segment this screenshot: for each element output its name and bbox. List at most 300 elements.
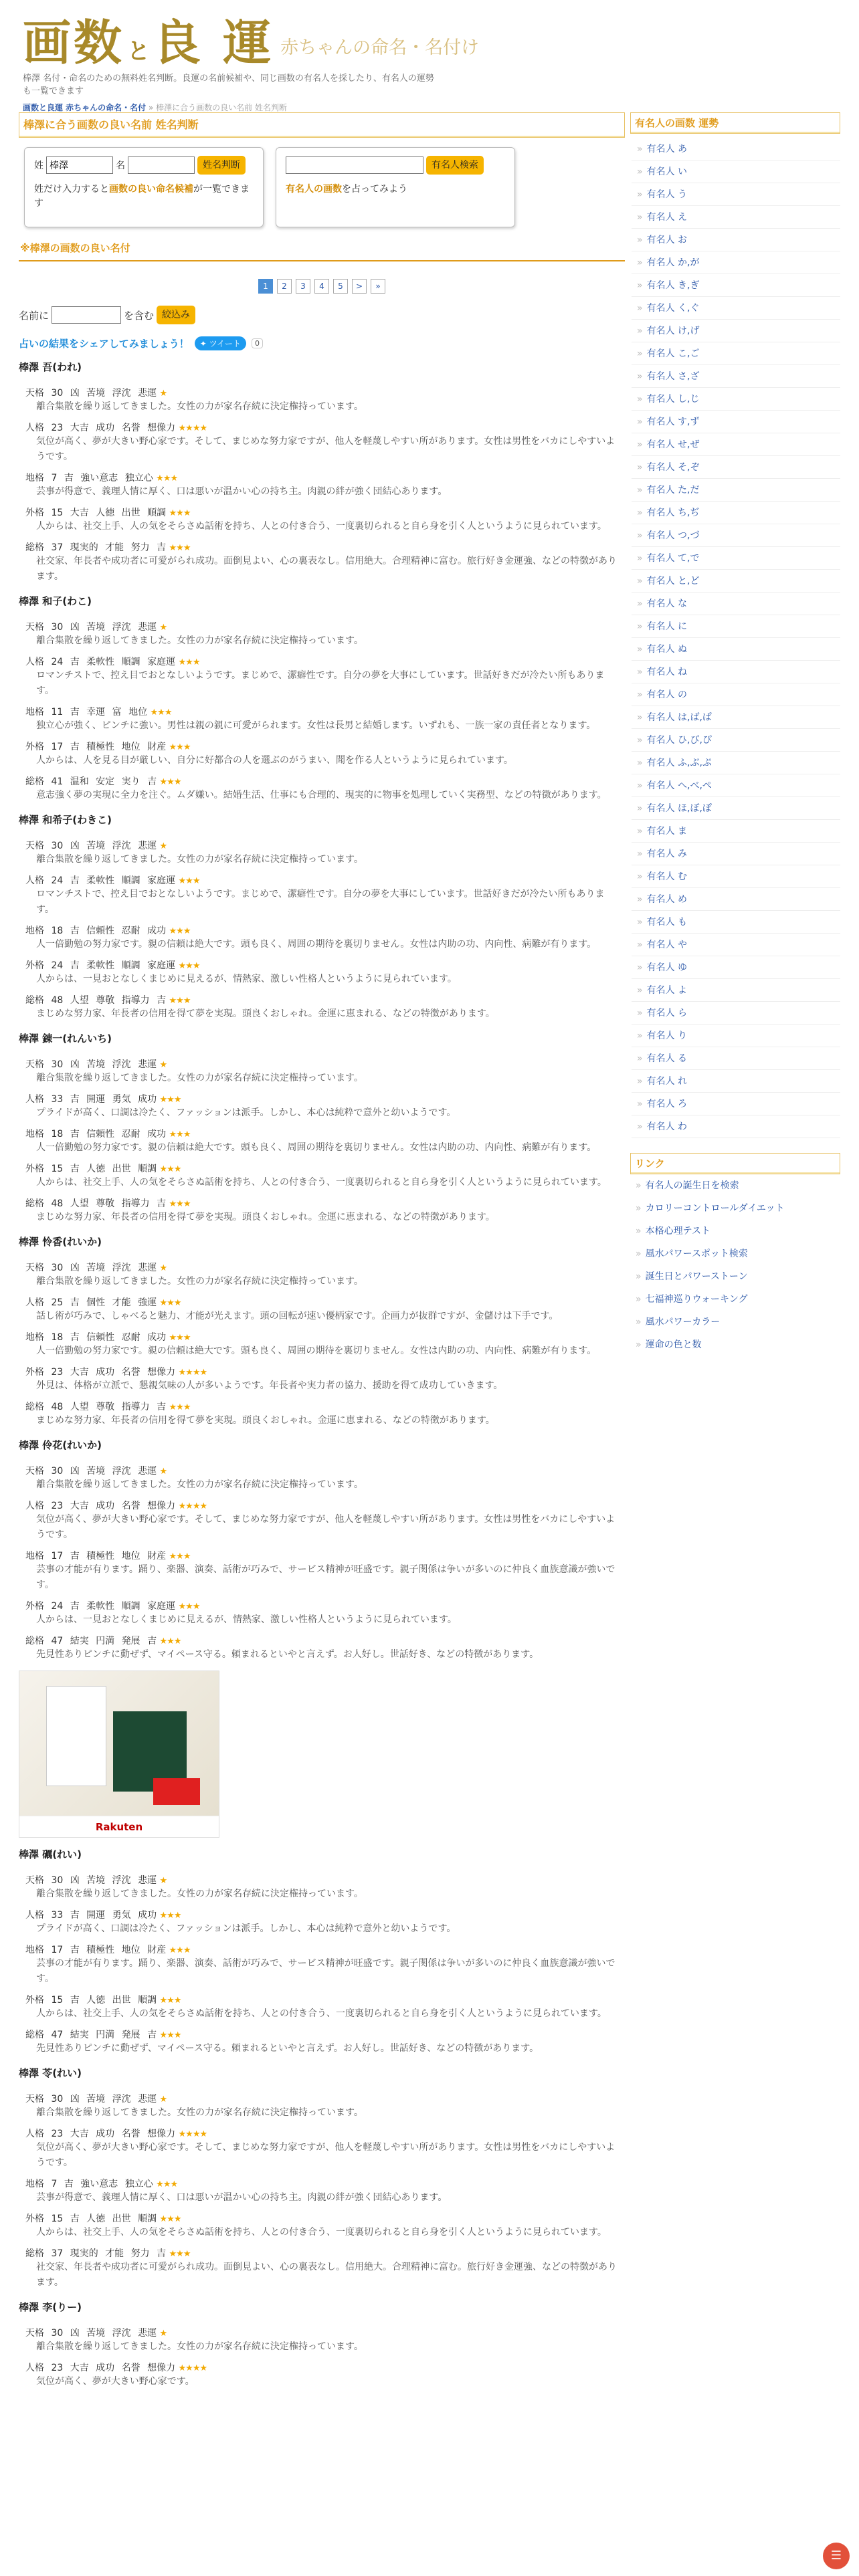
- share-row: [19, 336, 625, 350]
- kakusu-description: 芸事が得意で、義理人情に厚く、口は悪いが温かい心の持ち主。肉親の絆が強く団結心あります。: [36, 2192, 448, 2203]
- page-link-1[interactable]: 2: [277, 279, 292, 294]
- kakusu-head: [25, 1873, 625, 1887]
- kakusu-title: 地格 18 吉 信頼性 忍耐 成功: [25, 1332, 167, 1343]
- kakusu-row: [25, 1092, 625, 1121]
- sidebar-celebrity-link[interactable]: » 有名人 め: [632, 888, 840, 911]
- sidebar-celebrity-link[interactable]: » 有名人 む: [632, 865, 840, 888]
- note2-bold: 有名人の画数: [286, 184, 342, 195]
- kakusu-list: [19, 1057, 625, 1225]
- rating-stars: ★★★: [159, 1095, 181, 1105]
- kakusu-description: 気位が高く、夢が大きい野心家です。そして、まじめな努力家ですが、他人を軽蔑しやすい所があります。女性は男性をバカにしやすいようです。: [36, 436, 615, 462]
- kakusu-head: [25, 1261, 625, 1274]
- rating-stars: ★: [159, 1876, 167, 1886]
- kakusu-row: [25, 1599, 625, 1628]
- sidebar-external-link[interactable]: » 風水パワースポット検索: [630, 1243, 840, 1265]
- kakusu-head: [25, 421, 625, 434]
- sei-label: 姓: [34, 160, 43, 171]
- kakusu-title: 地格 11 吉 幸運 富 地位: [25, 707, 148, 718]
- filter-button[interactable]: 絞込み: [157, 306, 195, 324]
- kakusu-list: [19, 1261, 625, 1428]
- kakusu-list: [19, 386, 625, 584]
- kakusu-title: 総格 48 人望 尊敬 指導力 吉: [25, 1402, 167, 1412]
- ad-logo: Rakuten: [19, 1816, 219, 1837]
- name-entry: [19, 1438, 625, 1662]
- rating-stars: ★: [159, 1467, 167, 1477]
- rating-stars: ★★★: [178, 657, 200, 667]
- tweet-label: ツイート: [209, 339, 241, 348]
- rating-stars: ★★★: [169, 1945, 191, 1955]
- rating-stars: ★★★★: [178, 2129, 207, 2139]
- sidebar-celebrity-link[interactable]: » 有名人 へ,べ,ぺ: [632, 774, 840, 797]
- menu-fab-button[interactable]: ☰: [823, 2543, 850, 2569]
- seimei-handan-button[interactable]: 姓名判断: [197, 156, 246, 175]
- kakusu-title: 総格 37 現実的 才能 努力 吉: [25, 2248, 167, 2259]
- kakusu-description: 意志強く夢の実現に全力を注ぐ。ムダ嫌い。結婚生活、仕事にも合理的、現実的に物事を処理していく実務型、などの特徴があります。: [36, 790, 607, 800]
- kakusu-row: [25, 655, 625, 699]
- kakusu-description: 離合集散を繰り返してきました。女性の力が家名存続に決定権持っています。: [36, 2341, 363, 2352]
- kakusu-row: [25, 1943, 625, 1987]
- sidebar-celebrity-link[interactable]: » 有名人 く,ぐ: [632, 297, 840, 320]
- page-link-3[interactable]: 4: [314, 279, 329, 294]
- sidebar-celebrity-link[interactable]: » 有名人 そ,ぞ: [632, 456, 840, 479]
- kakusu-head: [25, 386, 625, 399]
- kakusu-title: 外格 23 大吉 成功 名誉 想像力: [25, 1367, 176, 1378]
- pagination: [19, 279, 625, 294]
- kakusu-description: 芸事が得意で、義理人情に厚く、口は悪いが温かい心の持ち主。肉親の絆が強く団結心あります。: [36, 486, 448, 497]
- kakusu-head: [25, 1127, 625, 1140]
- kakusu-title: 天格 30 凶 苦境 浮沈 悲運: [25, 841, 157, 851]
- sidebar-celebrity-link[interactable]: » 有名人 す,ず: [632, 411, 840, 433]
- kakusu-title: 総格 48 人望 尊敬 指導力 吉: [25, 995, 167, 1006]
- kakusu-head: [25, 471, 625, 484]
- kakusu-title: 天格 30 凶 苦境 浮沈 悲運: [25, 622, 157, 633]
- kakusu-row: [25, 1908, 625, 1937]
- sidebar-celebrity-link[interactable]: » 有名人 さ,ざ: [632, 365, 840, 388]
- sidebar-celebrity-link[interactable]: » 有名人 き,ぎ: [632, 274, 840, 297]
- kakusu-title: 人格 25 吉 個性 才能 強運: [25, 1297, 157, 1308]
- filter-post-label: を含む: [124, 309, 155, 322]
- name-entry: [19, 1235, 625, 1428]
- name-entry: [19, 1847, 625, 2056]
- entry-name[interactable]: 棒澤 怜香(れいか): [19, 1236, 102, 1248]
- kakusu-title: 総格 37 現実的 才能 努力 吉: [25, 542, 167, 553]
- kakusu-head: [25, 2326, 625, 2339]
- sidebar-celebrity-link[interactable]: » 有名人 け,げ: [632, 320, 840, 342]
- kakusu-description: 芸事の才能が有ります。踊り、楽器、演奏、話術が巧みで、サービス精神が旺盛です。親子関係は争いが多いのに仲良く血族意識が強いです。: [36, 1564, 615, 1590]
- kakusu-row: [25, 386, 625, 415]
- kakusu-head: [25, 924, 625, 937]
- sidebar-celebrity-link[interactable]: » 有名人 せ,ぜ: [632, 433, 840, 456]
- rating-stars: ★★★: [169, 1130, 191, 1140]
- kakusu-row: [25, 1057, 625, 1086]
- sidebar-celebrity-link[interactable]: » 有名人 ろ: [632, 1093, 840, 1115]
- kakusu-description: 社交家、年長者や成功者に可愛がられ成功。面倒見よい、心の裏表なし。信用絶大。合理精神に富む。旅行好き金運強、などの特徴があります。: [36, 556, 617, 582]
- sidebar-external-link[interactable]: » 本格心理テスト: [630, 1220, 840, 1243]
- sidebar-external-link[interactable]: » 運命の色と数: [630, 1333, 840, 1356]
- name-entry: [19, 594, 625, 803]
- kakusu-row: [25, 1196, 625, 1225]
- kakusu-row: [25, 2028, 625, 2056]
- kakusu-head: [25, 958, 625, 972]
- celebrity-search-button[interactable]: 有名人検索: [426, 156, 484, 175]
- bird-icon: ✦: [199, 339, 209, 348]
- kakusu-description: 外見は、体格が立派で、懇親気味の人が多いようです。年長者や実力者の協力、援助を得て成功していきます。: [36, 1380, 503, 1391]
- kakusu-description: 離合集散を繰り返してきました。女性の力が家名存続に決定権持っています。: [36, 1889, 363, 1899]
- kakusu-description: 人からは、人を見る目が厳しい、自分に好都合の人を選ぶのがうまい、聞を作る人というように見られています。: [36, 755, 513, 766]
- kakusu-title: 天格 30 凶 苦境 浮沈 悲運: [25, 1059, 157, 1070]
- note-pre: 姓だけ入力すると: [34, 184, 109, 195]
- celebrity-input[interactable]: [286, 156, 423, 174]
- kakusu-description: 人からは、一見おとなしくまじめに見えるが、情熱家、激しい性格人というように見られています。: [36, 1614, 457, 1625]
- kakusu-description: 話し術が巧みで、しゃべると魅力、才能が光えます。頭の回転が速い優柄家です。企画力が抜群ですが、金儲けは下手です。: [36, 1311, 559, 1321]
- rating-stars: ★★★: [169, 508, 191, 518]
- sidebar-title: 有名人の画数 運勢: [630, 112, 840, 134]
- entry-name[interactable]: 棒澤 礪(れい): [19, 1848, 82, 1860]
- kakusu-description: 離合集散を繰り返してきました。女性の力が家名存続に決定権持っています。: [36, 401, 363, 412]
- rating-stars: ★★★: [169, 1333, 191, 1343]
- kakusu-head: [25, 2092, 625, 2105]
- kakusu-title: 人格 33 吉 開運 勇気 成功: [25, 1910, 157, 1921]
- kakusu-description: 芸事の才能が有ります。踊り、楽器、演奏、話術が巧みで、サービス精神が旺盛です。親子関係は争いが多いのに仲良く血族意識が強いです。: [36, 1958, 615, 1984]
- rating-stars: ★: [159, 2095, 167, 2105]
- kakusu-description: 人一倍勤勉の努力家です。親の信頼は絶大です。頭も良く、周囲の期待を裏切りません。女性は内助の功、内向性、病難が有ります。: [36, 1346, 597, 1356]
- kakusu-head: [25, 1400, 625, 1413]
- rating-stars: ★★★: [159, 1996, 181, 2006]
- sidebar-celebrity-link[interactable]: » 有名人 み: [632, 843, 840, 865]
- kakusu-description: 離合集散を繰り返してきました。女性の力が家名存続に決定権持っています。: [36, 1073, 363, 1083]
- kakusu-title: 人格 33 吉 開運 勇気 成功: [25, 1094, 157, 1105]
- kakusu-description: まじめな努力家、年長者の信用を得て夢を実現。頭良くおしゃれ。金運に恵まれる、などの特徴があります。: [36, 1415, 495, 1426]
- sidebar-celebrity-link[interactable]: » 有名人 て,で: [632, 547, 840, 570]
- kakusu-row: [25, 1549, 625, 1593]
- rakuten-ad[interactable]: [19, 1671, 219, 1838]
- kakusu-row: [25, 958, 625, 987]
- kakusu-head: [25, 1634, 625, 1647]
- sidebar-external-link[interactable]: » 有名人の誕生日を検索: [630, 1174, 840, 1197]
- mei-label: 名: [116, 160, 125, 171]
- kakusu-head: [25, 1365, 625, 1378]
- kakusu-title: 天格 30 凶 苦境 浮沈 悲運: [25, 1263, 157, 1273]
- kakusu-row: [25, 705, 625, 734]
- rating-stars: ★★★: [159, 1636, 181, 1646]
- sidebar-celebrity-link[interactable]: » 有名人 り: [632, 1025, 840, 1047]
- kakusu-row: [25, 540, 625, 584]
- sidebar-celebrity-link[interactable]: » 有名人 か,が: [632, 251, 840, 274]
- kakusu-list: [19, 839, 625, 1022]
- kakusu-description: プライドが高く、口調は冷たく、ファッションは派手。しかし、本心は純粋で意外と幼いようです。: [36, 1923, 456, 1934]
- kakusu-row: [25, 2127, 625, 2171]
- sidebar-celebrity-link[interactable]: » 有名人 の: [632, 683, 840, 706]
- rating-stars: ★★★: [178, 1602, 200, 1612]
- sidebar-celebrity-link[interactable]: » 有名人 る: [632, 1047, 840, 1070]
- kakusu-description: 離合集散を繰り返してきました。女性の力が家名存続に決定権持っています。: [36, 2107, 363, 2118]
- entry-name[interactable]: 棒澤 伶花(れいか): [19, 1439, 102, 1451]
- kakusu-head: [25, 1908, 625, 1921]
- note-post: が一覧できます: [34, 184, 250, 209]
- name-entry: [19, 360, 625, 584]
- kakusu-head: [25, 1057, 625, 1071]
- rating-stars: ★★★: [169, 2249, 191, 2259]
- kakusu-head: [25, 2127, 625, 2140]
- kakusu-row: [25, 1464, 625, 1493]
- kakusu-head: [25, 705, 625, 718]
- ad-product-box: [46, 1686, 106, 1786]
- kakusu-description: 人からは、社交上手、人の気をそらさぬ話術を持ち、人との付き合う、一度裏切られると自ら身を引く人というように見られています。: [36, 1177, 607, 1188]
- kakusu-row: [25, 2326, 625, 2355]
- sidebar-celebrity-link[interactable]: » 有名人 お: [632, 229, 840, 251]
- kakusu-title: 総格 47 結実 円満 発展 吉: [25, 2030, 157, 2040]
- seimei-form: [24, 147, 264, 227]
- kakusu-description: 人一倍勤勉の努力家です。親の信頼は絶大です。頭も良く、周囲の期待を裏切りません。女性は内助の功、内向性、病難が有ります。: [36, 1142, 597, 1153]
- celebrity-index: [630, 138, 840, 1138]
- kakusu-description: 先見性ありピンチに動ぜず、マイペース守る。頼まれるといやと言えず。お人好し。世話好き、などの特徴があります。: [36, 2043, 539, 2054]
- sidebar-celebrity-link[interactable]: » 有名人 よ: [632, 979, 840, 1002]
- kakusu-row: [25, 1400, 625, 1428]
- kakusu-description: 人からは、社交上手、人の気をそらさぬ話術を持ち、人との付き合う、一度裏切られると自ら身を引く人というように見られています。: [36, 2008, 607, 2019]
- kakusu-description: 先見性ありピンチに動ぜず、マイペース守る。頼まれるといやと言えず。お人好し。世話好き、などの特徴があります。: [36, 1649, 539, 1660]
- kakusu-description: 離合集散を繰り返してきました。女性の力が家名存続に決定権持っています。: [36, 1479, 363, 1490]
- rating-stars: ★★★: [159, 1298, 181, 1308]
- name-list: [19, 360, 625, 2389]
- rating-stars: ★★★: [169, 1551, 191, 1562]
- rating-stars: ★: [159, 1060, 167, 1070]
- rating-stars: ★★★: [159, 777, 181, 787]
- kakusu-row: [25, 620, 625, 649]
- rating-stars: ★★★: [159, 2030, 181, 2040]
- rating-stars: ★★★: [169, 996, 191, 1006]
- rating-stars: ★★★: [159, 2214, 181, 2224]
- kakusu-row: [25, 506, 625, 534]
- kakusu-list: [19, 2326, 625, 2389]
- entry-name[interactable]: 棒澤 苓(れい): [19, 2067, 82, 2079]
- kakusu-head: [25, 506, 625, 519]
- rating-stars: ★: [159, 623, 167, 633]
- rating-stars: ★★★: [178, 876, 200, 886]
- kakusu-row: [25, 1127, 625, 1156]
- kakusu-description: 人からは、一見おとなしくまじめに見えるが、情熱家、激しい性格人というように見られています。: [36, 974, 457, 984]
- sidebar-celebrity-link[interactable]: » 有名人 つ,づ: [632, 524, 840, 547]
- sidebar-celebrity-link[interactable]: » 有名人 ち,ぢ: [632, 502, 840, 524]
- sidebar-celebrity-link[interactable]: » 有名人 た,だ: [632, 479, 840, 502]
- sidebar-external-link[interactable]: » 風水パワーカラー: [630, 1311, 840, 1333]
- kakusu-title: 人格 23 大吉 成功 名誉 想像力: [25, 2363, 176, 2373]
- kakusu-description: 離合集散を繰り返してきました。女性の力が家名存続に決定権持っています。: [36, 635, 363, 646]
- kakusu-title: 地格 18 吉 信頼性 忍耐 成功: [25, 926, 167, 936]
- breadcrumb-home-link[interactable]: 画数と良運 赤ちゃんの命名・名付: [23, 103, 147, 112]
- kakusu-description: 社交家、年長者や成功者に可愛がられ成功。面倒見よい、心の裏表なし。信用絶大。合理精神に富む。旅行好き金運強、などの特徴があります。: [36, 2262, 617, 2288]
- sidebar-celebrity-link[interactable]: » 有名人 し,じ: [632, 388, 840, 411]
- sidebar-celebrity-link[interactable]: » 有名人 ふ,ぶ,ぷ: [632, 752, 840, 774]
- kakusu-title: 人格 24 吉 柔軟性 順調 家庭運: [25, 875, 176, 886]
- filter-pre-label: 名前に: [19, 309, 50, 322]
- tweet-count: 0: [252, 338, 263, 348]
- kakusu-row: [25, 1365, 625, 1394]
- celebrity-note: [286, 183, 505, 197]
- sidebar-celebrity-link[interactable]: » 有名人 ゆ: [632, 956, 840, 979]
- kakusu-row: [25, 1993, 625, 2022]
- mei-input[interactable]: [128, 156, 195, 174]
- page-link-6[interactable]: »: [371, 279, 385, 294]
- breadcrumb-current: 棒澤に合う画数の良い名前 姓名判断: [156, 103, 287, 112]
- sidebar-celebrity-link[interactable]: » 有名人 う: [632, 183, 840, 206]
- kakusu-description: 気位が高く、夢が大きい野心家です。そして、まじめな努力家ですが、他人を軽蔑しやすい所があります。女性は男性をバカにしやすいようです。: [36, 1514, 615, 1540]
- kakusu-head: [25, 655, 625, 668]
- kakusu-head: [25, 993, 625, 1006]
- kakusu-head: [25, 1499, 625, 1512]
- kakusu-description: 離合集散を繰り返してきました。女性の力が家名存続に決定権持っています。: [36, 1276, 363, 1287]
- links-list: [630, 1174, 840, 1356]
- kakusu-description: 人からは、社交上手、人の気をそらさぬ話術を持ち、人との付き合う、一度裏切られると自ら身を引く人というように見られています。: [36, 521, 607, 532]
- tweet-button[interactable]: [195, 336, 246, 350]
- kakusu-row: [25, 924, 625, 952]
- rating-stars: ★: [159, 2329, 167, 2339]
- rating-stars: ★★★★: [178, 1501, 207, 1511]
- site-logo[interactable]: [23, 4, 840, 71]
- kakusu-head: [25, 1464, 625, 1477]
- rating-stars: ★★★: [169, 1402, 191, 1412]
- section-title: ※棒澤の画数の良い名付: [20, 242, 130, 254]
- header: [19, 4, 840, 110]
- kakusu-title: 人格 23 大吉 成功 名誉 想像力: [25, 1501, 176, 1511]
- kakusu-head: [25, 1330, 625, 1344]
- sidebar-celebrity-link[interactable]: » 有名人 え: [632, 206, 840, 229]
- sidebar-celebrity-link[interactable]: » 有名人 も: [632, 911, 840, 934]
- rating-stars: ★★★: [169, 926, 191, 936]
- page-link-5[interactable]: >: [352, 279, 367, 294]
- kakusu-row: [25, 1873, 625, 1902]
- entry-name[interactable]: 棒澤 李(りー): [19, 2301, 82, 2313]
- sidebar-external-link[interactable]: » カロリーコントロールダイエット: [630, 1197, 840, 1220]
- celebrity-form: [276, 147, 515, 227]
- sidebar-celebrity-link[interactable]: » 有名人 ね: [632, 661, 840, 683]
- kakusu-head: [25, 2246, 625, 2260]
- kakusu-title: 地格 7 吉 強い意志 独立心: [25, 2179, 153, 2189]
- kakusu-list: [19, 1464, 625, 1662]
- links-title: リンク: [630, 1153, 840, 1174]
- kakusu-title: 総格 41 温和 安定 実り 吉: [25, 776, 157, 787]
- kakusu-description: まじめな努力家、年長者の信用を得て夢を実現。頭良くおしゃれ。金運に恵まれる、などの特徴があります。: [36, 1212, 495, 1222]
- entry-name[interactable]: 棒澤 吾(われ): [19, 361, 82, 373]
- sidebar-celebrity-link[interactable]: » 有名人 ら: [632, 1002, 840, 1025]
- entry-name[interactable]: 棒澤 錬一(れんいち): [19, 1033, 112, 1045]
- logo-text-to: と: [127, 38, 151, 65]
- entry-name[interactable]: 棒澤 和子(わこ): [19, 595, 92, 607]
- breadcrumb-separator: »: [146, 103, 157, 112]
- kakusu-row: [25, 1634, 625, 1662]
- kakusu-title: 天格 30 凶 苦境 浮沈 悲運: [25, 1466, 157, 1477]
- kakusu-row: [25, 2092, 625, 2121]
- page-link-2[interactable]: 3: [296, 279, 310, 294]
- sidebar-celebrity-link[interactable]: » 有名人 こ,ご: [632, 342, 840, 365]
- filter-input[interactable]: [52, 306, 121, 324]
- rating-stars: ★★★: [150, 708, 172, 718]
- sidebar-celebrity-link[interactable]: » 有名人 ひ,び,ぴ: [632, 729, 840, 752]
- name-entry: [19, 813, 625, 1022]
- kakusu-row: [25, 2177, 625, 2206]
- ad-price-badge: [153, 1778, 200, 1805]
- kakusu-row: [25, 421, 625, 465]
- kakusu-row: [25, 1162, 625, 1190]
- kakusu-description: 気位が高く、夢が大きい野心家です。そして、まじめな努力家ですが、他人を軽蔑しやすい所があります。女性は男性をバカにしやすいようです。: [36, 2142, 615, 2168]
- kakusu-head: [25, 740, 625, 753]
- kakusu-row: [25, 873, 625, 918]
- rating-stars: ★: [159, 841, 167, 851]
- kakusu-list: [19, 1873, 625, 2056]
- kakusu-description: 人一倍勤勉の努力家です。親の信頼は絶大です。頭も良く、周囲の期待を裏切りません。女性は内助の功、内向性、病難が有ります。: [36, 939, 597, 950]
- page-link-4[interactable]: 5: [333, 279, 348, 294]
- sei-input[interactable]: [46, 156, 113, 174]
- page-title: 棒澤に合う画数の良い名前 姓名判断: [19, 112, 625, 138]
- kakusu-head: [25, 620, 625, 633]
- kakusu-description: 独立心が強く、ピンチに強い。男性は親の親に可愛がられます。女性は長男と結婚します。いずれも、一族一家の責任者となります。: [36, 720, 596, 731]
- logo-text-a: 画数: [23, 14, 125, 71]
- kakusu-head: [25, 2361, 625, 2374]
- logo-text-b: 良 運: [153, 14, 274, 71]
- kakusu-description: ロマンチストで、控え目でおとなしいようです。まじめで、潔癖性です。自分の夢を大事にしています。世話好きだが冷たい所もあります。: [36, 889, 605, 915]
- sidebar-celebrity-link[interactable]: » 有名人 い: [632, 160, 840, 183]
- sidebar-celebrity-link[interactable]: » 有名人 わ: [632, 1115, 840, 1138]
- entry-name[interactable]: 棒澤 和希子(わきこ): [19, 814, 112, 826]
- kakusu-title: 外格 24 吉 柔軟性 順調 家庭運: [25, 1601, 176, 1612]
- sidebar-celebrity-link[interactable]: » 有名人 ほ,ぼ,ぽ: [632, 797, 840, 820]
- kakusu-title: 総格 47 結実 円満 発展 吉: [25, 1636, 157, 1646]
- sidebar-celebrity-link[interactable]: » 有名人 ま: [632, 820, 840, 843]
- sidebar-celebrity-link[interactable]: » 有名人 と,ど: [632, 570, 840, 593]
- rating-stars: ★★★★: [178, 423, 207, 433]
- sidebar-celebrity-link[interactable]: » 有名人 は,ば,ぱ: [632, 706, 840, 729]
- rating-stars: ★★★: [169, 742, 191, 752]
- kakusu-row: [25, 740, 625, 768]
- kakusu-head: [25, 1549, 625, 1562]
- kakusu-row: [25, 774, 625, 803]
- kakusu-head: [25, 1092, 625, 1105]
- sidebar-celebrity-link[interactable]: » 有名人 な: [632, 593, 840, 615]
- kakusu-head: [25, 774, 625, 788]
- sidebar-celebrity-link[interactable]: » 有名人 あ: [632, 138, 840, 160]
- rating-stars: ★★★: [169, 1199, 191, 1209]
- kakusu-head: [25, 2212, 625, 2225]
- kakusu-head: [25, 2028, 625, 2041]
- kakusu-title: 地格 17 吉 積極性 地位 財産: [25, 1945, 167, 1955]
- rating-stars: ★★★: [159, 1911, 181, 1921]
- kakusu-row: [25, 2212, 625, 2240]
- sidebar-celebrity-link[interactable]: » 有名人 に: [632, 615, 840, 638]
- kakusu-row: [25, 993, 625, 1022]
- kakusu-description: 気位が高く、夢が大きい野心家です。: [36, 2376, 195, 2387]
- sidebar-external-link[interactable]: » 誕生日とパワーストーン: [630, 1265, 840, 1288]
- kakusu-title: 総格 48 人望 尊敬 指導力 吉: [25, 1198, 167, 1209]
- sidebar-celebrity-link[interactable]: » 有名人 や: [632, 934, 840, 956]
- kakusu-title: 外格 15 大吉 人徳 出世 順調: [25, 508, 167, 518]
- sidebar-celebrity-link[interactable]: » 有名人 ぬ: [632, 638, 840, 661]
- note2-post: を占ってみよう: [342, 184, 407, 195]
- kakusu-description: プライドが高く、口調は冷たく、ファッションは派手。しかし、本心は純粋で意外と幼いようです。: [36, 1107, 456, 1118]
- kakusu-title: 天格 30 凶 苦境 浮沈 悲運: [25, 2094, 157, 2105]
- kakusu-description: 離合集散を繰り返してきました。女性の力が家名存続に決定権持っています。: [36, 854, 363, 865]
- page-link-0[interactable]: 1: [258, 279, 273, 294]
- rating-stars: ★★★: [156, 2179, 178, 2189]
- sidebar: [630, 112, 840, 1356]
- sidebar-celebrity-link[interactable]: » 有名人 れ: [632, 1070, 840, 1093]
- kakusu-title: 天格 30 凶 苦境 浮沈 悲運: [25, 388, 157, 399]
- kakusu-head: [25, 873, 625, 887]
- sidebar-external-link[interactable]: » 七福神巡りウォーキング: [630, 1288, 840, 1311]
- name-entry: [19, 2300, 625, 2389]
- kakusu-title: 外格 15 吉 人徳 出世 順調: [25, 1995, 157, 2006]
- kakusu-row: [25, 1330, 625, 1359]
- kakusu-row: [25, 839, 625, 867]
- rating-stars: ★★★: [169, 543, 191, 553]
